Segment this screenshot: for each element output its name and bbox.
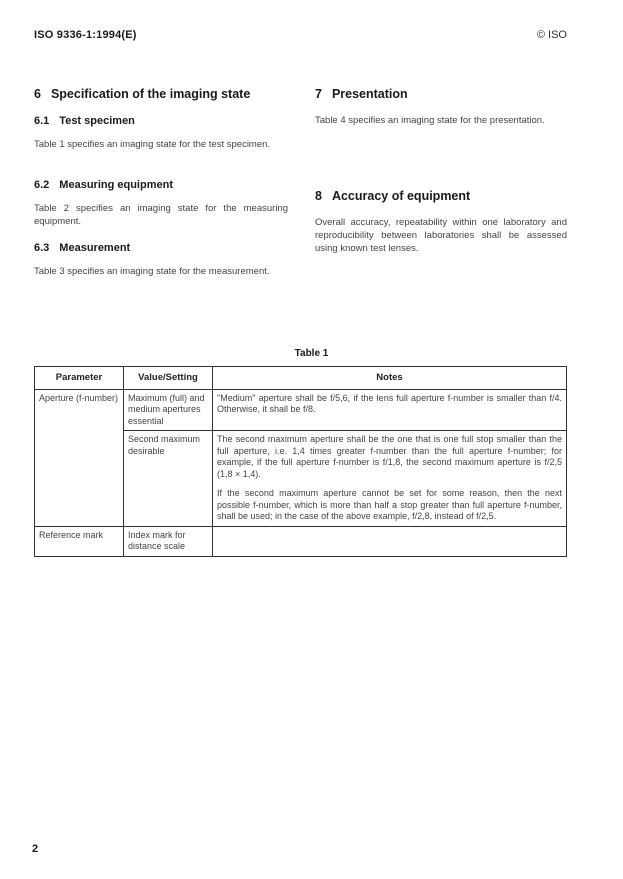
table-row xyxy=(35,389,567,431)
section-6-1-title: Test specimen xyxy=(59,115,135,127)
section-8-heading xyxy=(315,189,567,203)
section-6-title: Specification of the imaging state xyxy=(50,87,251,101)
standard-number: ISO 9336-1:1994(E) xyxy=(34,29,137,41)
second-max-note-2: If the second maximum aperture cannot be set for some reason, then the next possible f-number, which is more than half a stop greater than full aperture f-number, shall be used; in the case of the above example, f/2,8, instead of f/2,5. xyxy=(217,488,562,521)
second-max-note-1: The second maximum aperture shall be the one that is one full stop smaller than the full aperture, i.e. 1,4 times greater f-number than the full aperture f-number; for example, if the full aperture f-number is f/1,8, the second maximum aperture is f/2,5 (1,8 × 1,4). xyxy=(217,434,562,479)
section-6-2-number: 6.2 xyxy=(34,179,50,191)
section-6-3-heading xyxy=(34,242,288,254)
section-7-text: Table 4 specifies an imaging state for the presentation. xyxy=(315,115,545,126)
section-6-1-heading xyxy=(34,115,288,127)
section-7-heading xyxy=(315,87,567,101)
section-6-3-title: Measurement xyxy=(59,242,131,254)
cell-reference-mark-value: Index mark for distance scale xyxy=(124,526,213,556)
header-parameter: Parameter xyxy=(35,367,124,390)
copyright-mark: © ISO xyxy=(536,29,567,41)
aperture-table xyxy=(34,366,567,557)
table-header-row xyxy=(35,367,567,390)
cell-medium-aperture-note: "Medium" aperture shall be f/5,6, if the lens full aperture f-number is smaller than f/4. Otherwise, it shall be f/8. xyxy=(213,389,567,431)
page-number: 2 xyxy=(32,843,39,855)
cell-second-max-value: Second maximum desirable xyxy=(124,431,213,527)
cell-second-max-notes xyxy=(213,431,567,527)
cell-aperture-parameter: Aperture (f-number) xyxy=(35,389,124,526)
cell-reference-mark-parameter: Reference mark xyxy=(35,526,124,556)
section-6-2-title: Measuring equipment xyxy=(59,179,173,191)
section-6-heading xyxy=(34,87,288,101)
section-6-1-text: Table 1 specifies an imaging state for the test specimen. xyxy=(34,139,271,150)
section-6-number: 6 xyxy=(34,87,41,101)
section-7-number: 7 xyxy=(315,87,322,101)
header-value-setting: Value/Setting xyxy=(124,367,213,390)
cell-max-medium-value: Maximum (full) and medium apertures essential xyxy=(124,389,213,431)
cell-reference-mark-note xyxy=(213,526,567,556)
section-6-3-number: 6.3 xyxy=(34,242,50,254)
header-notes: Notes xyxy=(213,367,567,390)
section-6-2-heading xyxy=(34,179,288,191)
section-6-3-text: Table 3 specifies an imaging state for the measurement. xyxy=(34,266,270,277)
section-8-title: Accuracy of equipment xyxy=(331,189,471,203)
section-6-1-number: 6.1 xyxy=(34,115,50,127)
section-8-number: 8 xyxy=(315,189,322,203)
section-6-2-text: Table 2 specifies an imaging state for the measuring equipment. xyxy=(34,203,288,227)
section-7-title: Presentation xyxy=(331,87,408,101)
section-8-text: Overall accuracy, repeatability within one laboratory and reproducibility between laboratories shall be assessed using known test lenses. xyxy=(315,217,567,254)
table-row xyxy=(35,526,567,556)
table-caption: Table 1 xyxy=(294,348,329,359)
